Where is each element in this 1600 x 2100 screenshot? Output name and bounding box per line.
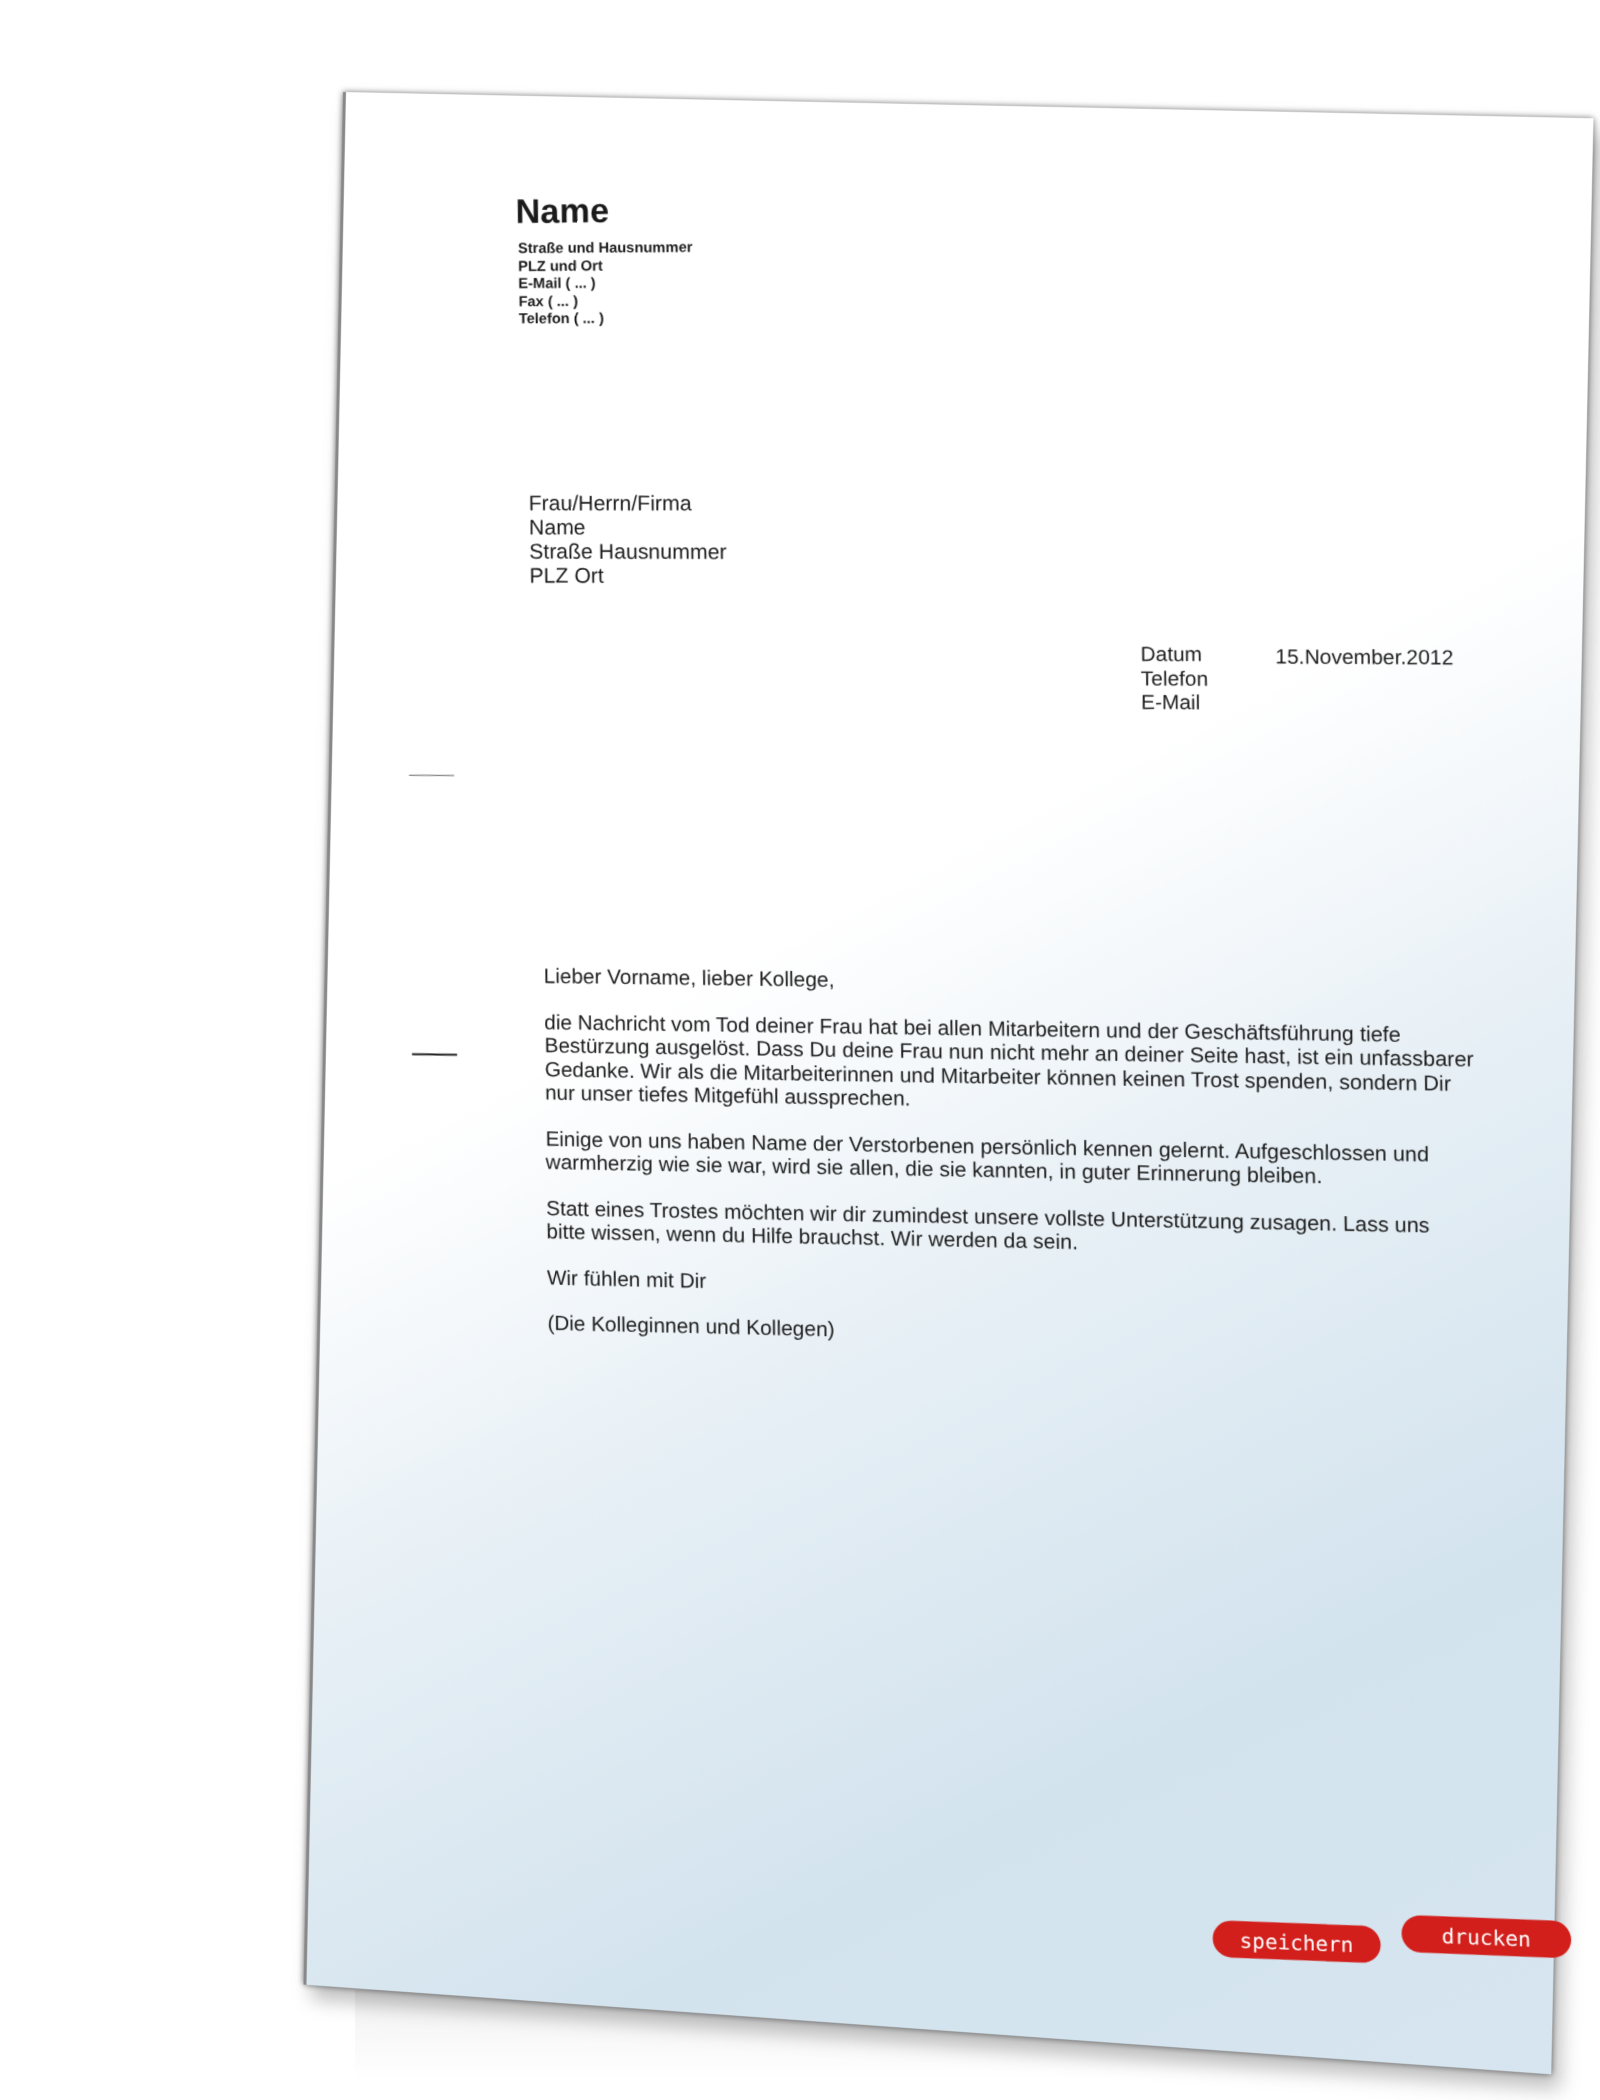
letter-body <box>544 965 1478 1380</box>
sender-fax: Fax ( ... ) <box>518 293 579 310</box>
salutation: Lieber Vorname, lieber Kollege, <box>543 964 835 992</box>
document-page <box>303 92 1593 2074</box>
recipient-line: Name <box>528 516 586 540</box>
signature: (Die Kolleginnen und Kollegen) <box>547 1311 835 1342</box>
fold-mark <box>409 775 454 776</box>
paragraph: Statt eines Trostes möchten wir dir zumindest unsere vollste Unterstützung zusagen. Lass uns bitte wissen, wenn du Hilfe brauchst. Wir werden da sein. <box>546 1196 1430 1255</box>
sender-city: PLZ und Ort <box>518 258 603 275</box>
save-button[interactable]: speichern <box>1213 1920 1381 1963</box>
recipient-line: Straße Hausnummer <box>529 540 727 564</box>
recipient-line: Frau/Herrn/Firma <box>528 492 692 516</box>
recipient-line: PLZ Ort <box>529 564 604 588</box>
date-value: 15.November.2012 <box>1275 646 1454 670</box>
phone-label: Telefon <box>1140 667 1209 691</box>
closing: Wir fühlen mit Dir <box>546 1265 707 1293</box>
print-button[interactable]: drucken <box>1401 1915 1571 1959</box>
paragraph: Einige von uns haben Name der Verstorbenen persönlich kennen gelernt. Aufgeschlossen und warmherzig wie sie war, wird sie allen, die sie kannten, in guter Erinnerung bleiben. <box>545 1127 1430 1189</box>
date-label: Datum <box>1140 643 1203 667</box>
sender-address <box>518 240 693 329</box>
paragraph: die Nachricht vom Tod deiner Frau hat bei allen Mitarbeitern und der Geschäftsführung tiefe Bestürzung ausgelöst. Dass Du deine Frau nun nicht mehr an deiner Seite hast, ist ein unfassbarer Gedanke. Wir als die Mitarbeiterinnen und Mitarbeiter können keinen Trost spenden, sondern Dir nur unser tiefes Mitgefühl aussprechen. <box>544 1010 1474 1111</box>
sender-street: Straße und Hausnummer <box>517 239 693 258</box>
meta-labels <box>1141 644 1209 716</box>
email-label: E-Mail <box>1141 691 1201 715</box>
sender-phone: Telefon ( ... ) <box>518 310 604 328</box>
punch-mark <box>412 1053 457 1056</box>
sender-name: Name <box>515 192 610 231</box>
sender-email: E-Mail ( ... ) <box>518 275 596 293</box>
recipient-address <box>529 492 727 589</box>
